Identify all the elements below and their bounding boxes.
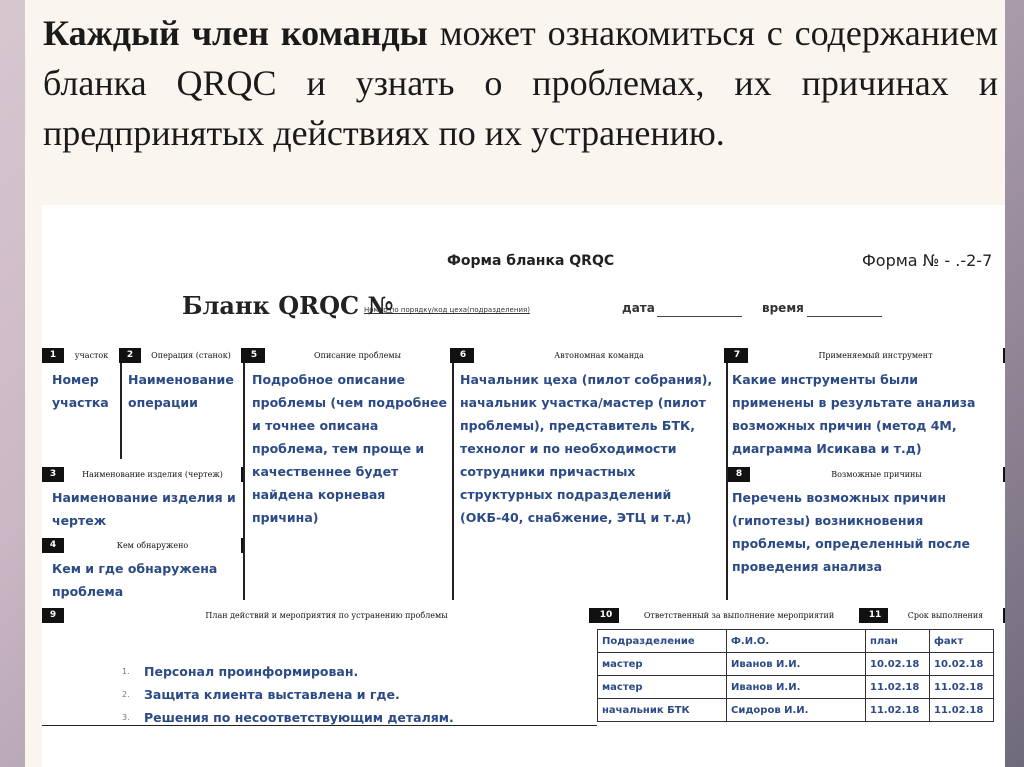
time-label: время [762,301,804,315]
divider [120,363,122,459]
list-item: 1. Персонал проинформирован. [122,664,359,679]
cell-section-1: Номер участка [52,372,109,410]
section-header: Применяемый инструмент [748,348,1003,363]
cell-section-3: Наименование изделия и чертеж [52,490,236,528]
section-header: План действий и мероприятия по устранению проблемы [64,608,589,623]
section-number: 3 [49,469,57,479]
section-number: 1 [49,350,57,360]
section-number: 2 [126,350,134,360]
date-label: дата [622,301,655,315]
section-number: 6 [459,350,467,360]
cell-section-5: Подробное описание проблемы (чем подробнее и точнее описана проблема, тем проще и качественнее будет найдена корневая причина) [252,372,447,525]
slide [25,0,1005,767]
section-number: 10 [599,610,613,620]
section-header: участок [64,348,119,363]
section-header: Автономная команда [474,348,724,363]
section-header: Кем обнаружено [64,538,241,553]
header-bar-bottom [42,608,1005,623]
section-number: 11 [868,610,882,620]
section-number: 8 [735,469,743,479]
cell-section-2: Наименование операции [128,372,234,410]
section-header: Описание проблемы [265,348,450,363]
header-bar-8 [728,467,1005,482]
list-item: 2. Защита клиента выставлена и где. [122,687,400,702]
section-header: Операция (станок) [141,348,241,363]
cell-section-6: Начальник цеха (пилот собрания), начальник участка/мастер (пилот проблемы), представитель БТК, технолог и по необходимости сотрудники причастных структурных подразделений (ОКБ-40, снабжение, ЭТЦ и т.д) [460,372,713,525]
list-item: 3. Решения по несоответствующим деталям. [122,710,454,725]
header-bar-4 [42,538,243,553]
table-header-row: Подразделение Ф.И.О. план факт [598,630,994,653]
section-number: 9 [49,610,57,620]
cell-section-7: Какие инструменты были применены в результате анализа возможных причин (метод 4М, диаграмма Исикава и т.д) [732,372,976,456]
section-number: 7 [733,350,741,360]
time-underline [807,316,882,317]
form-title: Форма бланка QRQC [447,253,615,269]
qrqc-form-image [42,205,1005,767]
table-row: мастер Иванов И.И. 10.02.18 10.02.18 [598,653,994,676]
table-row: мастер Иванов И.И. 11.02.18 11.02.18 [598,676,994,699]
header-bar-top [42,348,1005,363]
divider [42,725,597,726]
divider [452,363,454,600]
section-header: Ответственный за выполнение мероприятий [619,608,859,623]
table-row: начальник БТК Сидоров И.И. 11.02.18 11.02.18 [598,699,994,722]
responsible-table [597,629,994,722]
date-underline [657,316,742,317]
headline-bold: Каждый член команды [43,13,428,53]
blank-title: Бланк QRQC № [182,291,394,320]
headline-rest: может ознакомиться с содержанием бланка QRQC и узнать о проблемах, их причинах и предпринятых действиях по их устранению. [43,13,998,153]
form-number: Форма № - .-2-7 [862,251,993,270]
cell-section-4: Кем и где обнаружена проблема [52,561,218,599]
action-plan-list [122,660,454,729]
header-bar-3 [42,467,243,482]
divider [243,363,245,600]
section-header: Наименование изделия (чертеж) [64,467,241,482]
section-header: Возможные причины [750,467,1003,482]
section-number: 5 [250,350,258,360]
number-hint: Номер по порядку/код цеха(подразделения) [364,306,530,314]
section-number: 4 [49,540,57,550]
cell-section-8: Перечень возможных причин (гипотезы) возникновения проблемы, определенный после проведения анализа [732,490,970,574]
headline [43,8,998,158]
section-header: Срок выполнения [888,608,1003,623]
